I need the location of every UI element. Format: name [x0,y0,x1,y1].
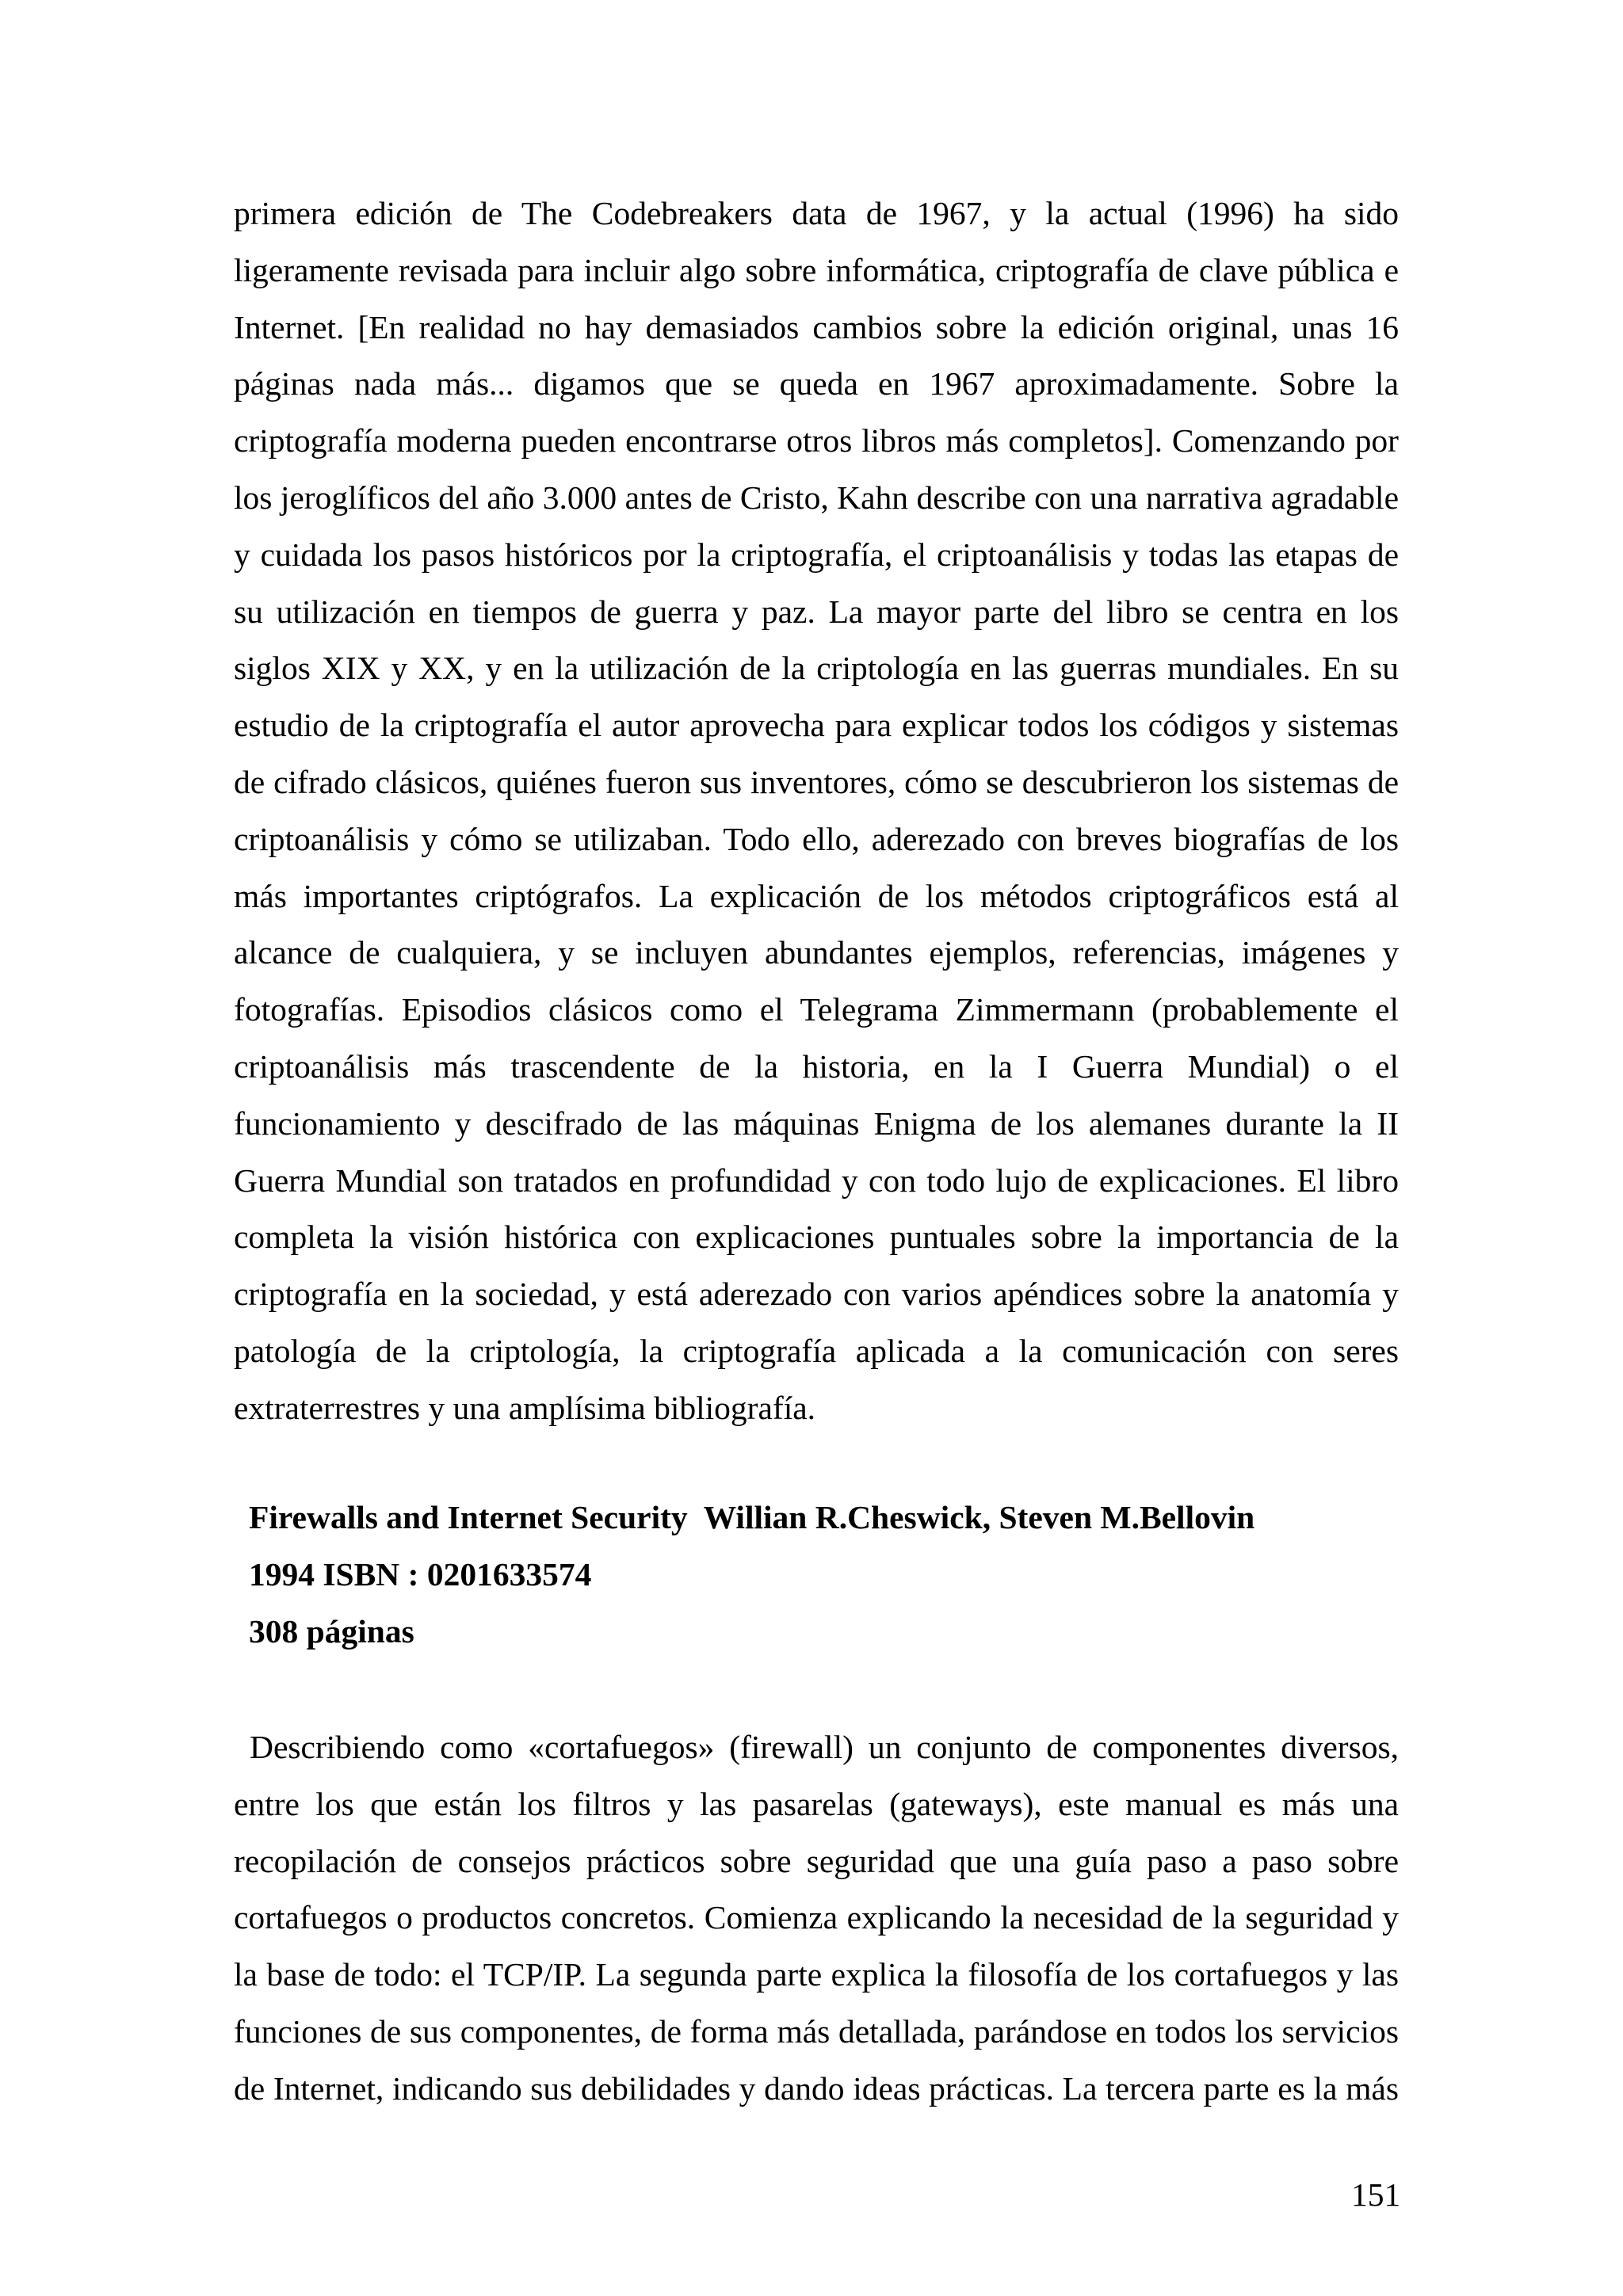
paragraph-line: estudio de la criptografía el autor aprovecha para explicar todos los códigos y sistemas [234,707,1399,744]
paragraph-line: más importantes criptógrafos. La explicación de los métodos criptográficos está al [234,877,1399,914]
paragraph-line: entre los que están los filtros y las pasarelas (gateways), este manual es más una [234,1785,1399,1822]
book-entry-header [249,1489,1414,1660]
paragraph-line: criptografía en la sociedad, y está aderezado con varios apéndices sobre la anatomía y [234,1276,1399,1313]
paragraph-line: los jeroglíficos del año 3.000 antes de Cristo, Kahn describe con una narrativa agradable [234,479,1399,516]
book-title-authors: Firewalls and Internet Security Willian R.Cheswick, Steven M.Bellovin [249,1499,1255,1535]
paragraph-line: fotografías. Episodios clásicos como el Telegrama Zimmermann (probablemente el [234,991,1399,1028]
paragraph-line: criptoanálisis más trascendente de la historia, en la I Guerra Mundial) o el [234,1047,1399,1085]
paragraph-line: primera edición de The Codebreakers data de 1967, y la actual (1996) ha sido [234,195,1399,231]
paragraph-line: su utilización en tiempos de guerra y paz. La mayor parte del libro se centra en los [234,593,1399,630]
paragraph-line: de cifrado clásicos, quiénes fueron sus inventores, cómo se descubrieron los sistemas de [234,763,1399,800]
paragraph-line: Guerra Mundial son tratados en profundidad y con todo lujo de explicaciones. El libro [234,1161,1399,1199]
paragraph-line: alcance de cualquiera, y se incluyen abundantes ejemplos, referencias, imágenes y [234,934,1399,971]
paragraph-line: patología de la criptología, la criptografía aplicada a la comunicación con seres [234,1332,1399,1369]
book-pages: 308 páginas [249,1612,414,1650]
paragraph-line: páginas nada más... digamos que se queda en 1967 aproximadamente. Sobre la [234,365,1399,402]
paragraph-line: criptoanálisis y cómo se utilizaban. Todo ello, aderezado con breves biografías de los [234,820,1399,857]
paragraph-firewalls-review [234,1719,1399,2118]
paragraph-line: funciones de sus componentes, de forma más detallada, parándose en todos los servicios [234,2012,1399,2050]
paragraph-line: criptografía moderna pueden encontrarse otros libros más completos]. Comenzando por [234,422,1399,460]
paragraph-codebreakers-review [234,185,1399,1437]
paragraph-line: la base de todo: el TCP/IP. La segunda parte explica la filosofía de los cortafuegos y las [234,1956,1399,1993]
book-isbn: 1994 ISBN : 0201633574 [249,1555,592,1592]
paragraph-line: Internet. [En realidad no hay demasiados cambios sobre la edición original, unas 16 [234,308,1399,345]
paragraph-line: recopilación de consejos prácticos sobre seguridad que una guía paso a paso sobre [234,1842,1399,1879]
paragraph-line: de Internet, indicando sus debilidades y dando ideas prácticas. La tercera parte es la más [234,2069,1399,2107]
paragraph-line: cortafuegos o productos concretos. Comienza explicando la necesidad de la seguridad y [234,1899,1399,1936]
paragraph-line: y cuidada los pasos históricos por la criptografía, el criptoanálisis y todas las etapas de [234,536,1399,573]
paragraph-line: completa la visión histórica con explicaciones puntuales sobre la importancia de la [234,1219,1399,1256]
paragraph-line: extraterrestres y una amplísima bibliografía. [234,1389,816,1426]
paragraph-line: funcionamiento y descifrado de las máquinas Enigma de los alemanes durante la II [234,1104,1399,1142]
paragraph-line: Describiendo como «cortafuegos» (firewall) un conjunto de componentes diversos, [250,1729,1399,1765]
page-number: 151 [1351,2176,1401,2213]
paragraph-line: ligeramente revisada para incluir algo sobre informática, criptografía de clave pública e [234,251,1399,288]
paragraph-line: siglos XIX y XX, y en la utilización de la criptología en las guerras mundiales. En su [234,650,1399,687]
